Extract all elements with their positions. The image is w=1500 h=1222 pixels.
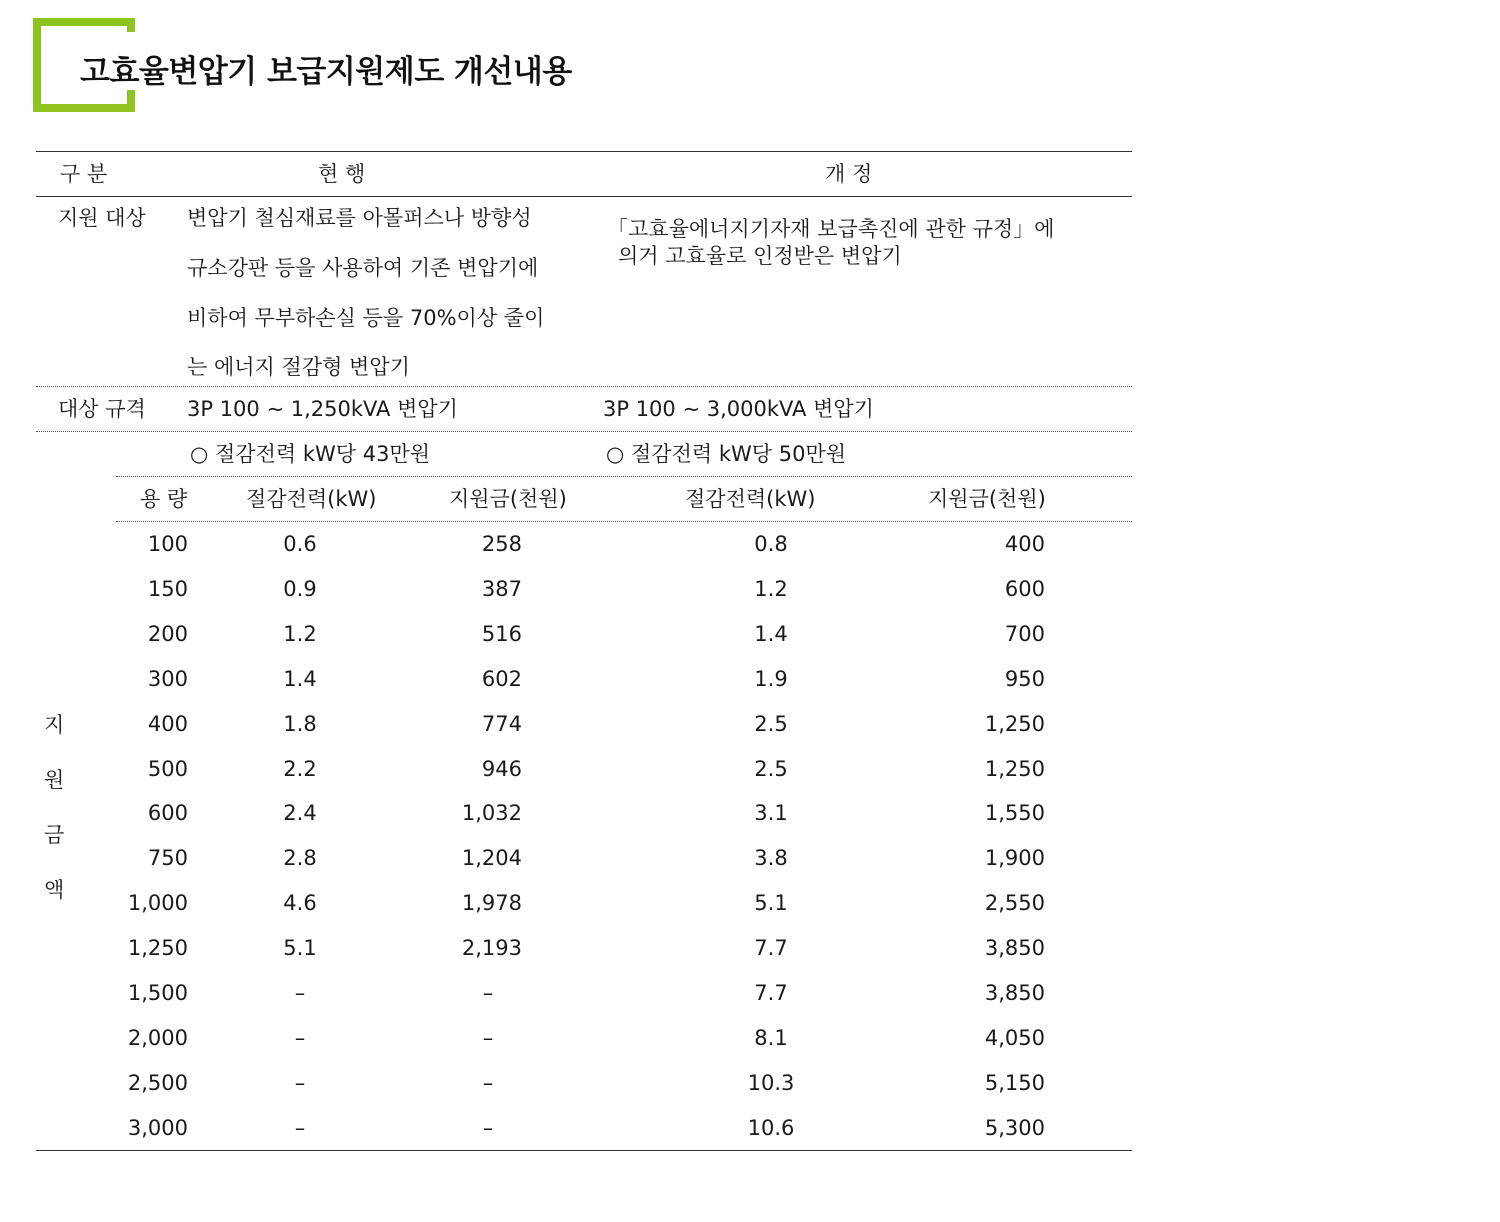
cell-capacity: 500: [147, 756, 188, 781]
support-amount-label-char: 금: [44, 823, 65, 847]
cell-capacity: 400: [147, 711, 188, 736]
col-header-revised-saving: 절감전력(kW): [685, 487, 816, 511]
cell-revised-support: 1,250: [984, 756, 1045, 781]
row-divider: [116, 476, 1132, 477]
revised-target-line: 의거 고효율로 인정받은 변압기: [618, 244, 902, 268]
table-bottom-rule: [36, 1150, 1132, 1151]
cell-revised-support: 2,550: [984, 891, 1045, 916]
cell-capacity: 2,000: [127, 1025, 188, 1050]
cell-current-saving: –: [294, 1115, 306, 1140]
cell-revised-support: 5,150: [984, 1070, 1045, 1095]
revised-rate: ○ 절감전력 kW당 50만원: [606, 442, 846, 466]
cell-current-support: 602: [481, 666, 522, 691]
revised-spec: 3P 100 ∼ 3,000kVA 변압기: [603, 397, 874, 421]
cell-revised-support: 4,050: [984, 1025, 1045, 1050]
col-header-current-support: 지원금(천원): [449, 487, 567, 511]
cell-current-saving: 0.9: [283, 576, 317, 601]
cell-revised-saving: 3.8: [754, 846, 788, 871]
cell-current-saving: –: [294, 1070, 306, 1095]
cell-revised-saving: 1.2: [754, 576, 788, 601]
cell-current-support: 2,193: [461, 936, 522, 961]
cell-current-support: 1,204: [461, 846, 522, 871]
row-divider: [116, 521, 1132, 522]
cell-revised-saving: 10.6: [747, 1115, 795, 1140]
cell-revised-saving: 7.7: [754, 936, 788, 961]
cell-current-support: –: [482, 981, 494, 1005]
current-target-line: 변압기 철심재료를 아몰퍼스나 방향성: [187, 206, 532, 230]
cell-revised-support: 5,300: [984, 1115, 1045, 1140]
cell-revised-saving: 10.3: [747, 1070, 795, 1095]
cell-revised-saving: 0.8: [754, 532, 788, 556]
row-divider: [36, 386, 1132, 387]
target-spec-label: 대상 규격: [58, 397, 146, 421]
current-spec: 3P 100 ∼ 1,250kVA 변압기: [187, 397, 458, 421]
header-bottom-rule: [36, 196, 1132, 197]
cell-current-support: –: [482, 1115, 494, 1140]
cell-current-support: 1,032: [461, 801, 522, 826]
cell-current-saving: –: [294, 981, 306, 1005]
cell-capacity: 600: [147, 801, 188, 826]
current-target-line: 규소강판 등을 사용하여 기존 변압기에: [187, 256, 539, 280]
cell-current-saving: 5.1: [283, 936, 317, 961]
cell-capacity: 2,500: [127, 1070, 188, 1095]
col-header-current-saving: 절감전력(kW): [246, 487, 377, 511]
cell-capacity: 1,250: [127, 936, 188, 961]
cell-current-support: 774: [481, 711, 522, 736]
cell-capacity: 100: [147, 532, 188, 556]
cell-revised-support: 700: [1004, 621, 1045, 646]
support-target-label: 지원 대상: [58, 206, 146, 230]
row-divider: [36, 431, 1132, 432]
cell-current-support: 946: [481, 756, 522, 781]
support-amount-label-char: 원: [44, 768, 65, 792]
cell-current-support: 258: [481, 532, 522, 556]
cell-revised-saving: 8.1: [754, 1025, 788, 1050]
cell-current-saving: 0.6: [283, 532, 317, 556]
cell-current-support: 1,978: [461, 891, 522, 916]
cell-revised-saving: 5.1: [754, 891, 788, 916]
cell-revised-support: 1,250: [984, 711, 1045, 736]
header-current: 현 행: [318, 162, 366, 186]
cell-current-saving: 2.4: [283, 801, 317, 826]
cell-revised-support: 3,850: [984, 936, 1045, 961]
col-header-revised-support: 지원금(천원): [928, 487, 1046, 511]
cell-revised-saving: 3.1: [754, 801, 788, 826]
cell-capacity: 1,500: [127, 981, 188, 1005]
cell-current-support: 516: [481, 621, 522, 646]
current-target-line: 는 에너지 절감형 변압기: [187, 355, 410, 379]
page-title: 고효율변압기 보급지원제도 개선내용: [80, 54, 572, 90]
cell-capacity: 150: [147, 576, 188, 601]
cell-revised-saving: 2.5: [754, 711, 788, 736]
cell-revised-saving: 7.7: [754, 981, 788, 1005]
current-rate: ○ 절감전력 kW당 43만원: [190, 442, 430, 466]
cell-revised-support: 400: [1004, 532, 1045, 556]
support-amount-label-char: 지: [44, 713, 65, 737]
header-revised: 개 정: [825, 162, 873, 186]
cell-current-saving: 2.2: [283, 756, 317, 781]
cell-revised-saving: 2.5: [754, 756, 788, 781]
cell-capacity: 300: [147, 666, 188, 691]
cell-capacity: 3,000: [127, 1115, 188, 1140]
cell-current-support: –: [482, 1025, 494, 1050]
table-top-rule: [36, 151, 1132, 152]
col-header-capacity: 용 량: [140, 487, 188, 511]
cell-revised-support: 1,900: [984, 846, 1045, 871]
cell-current-saving: 2.8: [283, 846, 317, 871]
cell-revised-saving: 1.9: [754, 666, 788, 691]
cell-current-support: –: [482, 1070, 494, 1095]
cell-capacity: 750: [147, 846, 188, 871]
cell-revised-saving: 1.4: [754, 621, 788, 646]
cell-revised-support: 3,850: [984, 981, 1045, 1005]
revised-target-line: 「고효율에너지기자재 보급촉진에 관한 규정」에: [607, 217, 1055, 241]
cell-capacity: 1,000: [127, 891, 188, 916]
cell-capacity: 200: [147, 621, 188, 646]
cell-current-saving: 4.6: [283, 891, 317, 916]
cell-current-support: 387: [481, 576, 522, 601]
cell-revised-support: 950: [1004, 666, 1045, 691]
header-category: 구 분: [60, 162, 108, 186]
cell-current-saving: –: [294, 1025, 306, 1050]
cell-current-saving: 1.4: [283, 666, 317, 691]
support-amount-label-char: 액: [44, 878, 65, 902]
cell-revised-support: 1,550: [984, 801, 1045, 826]
current-target-line: 비하여 무부하손실 등을 70%이상 줄이: [187, 306, 545, 330]
cell-current-saving: 1.8: [283, 711, 317, 736]
cell-current-saving: 1.2: [283, 621, 317, 646]
cell-revised-support: 600: [1004, 576, 1045, 601]
